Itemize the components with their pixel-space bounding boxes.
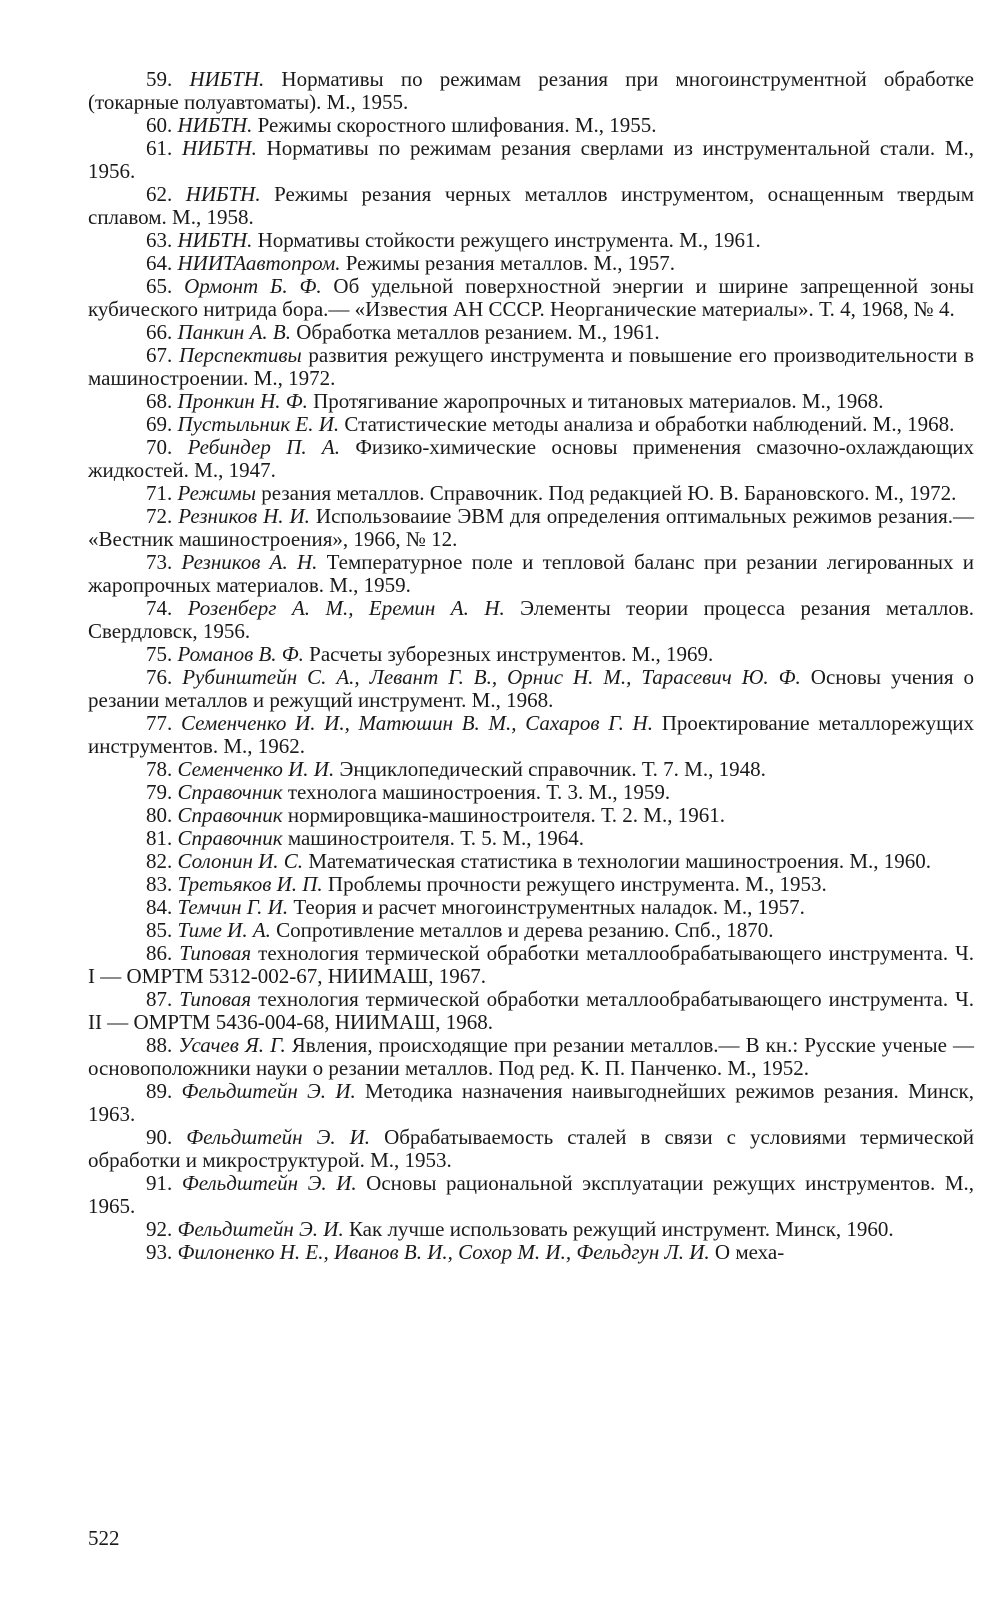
reference-entry (88, 666, 974, 712)
reference-entry (88, 643, 974, 666)
reference-entry (88, 482, 974, 505)
reference-number: 92. (146, 1217, 178, 1241)
reference-entry (88, 1034, 974, 1080)
reference-number: 75. (146, 642, 178, 666)
reference-author: НИИТАавтопром. (177, 251, 341, 275)
reference-text: машиностроителя. Т. 5. М., 1964. (282, 826, 584, 850)
reference-entry (88, 229, 974, 252)
reference-author: Справочник (177, 780, 283, 804)
reference-entry (88, 344, 974, 390)
reference-text: технолога машиностроения. Т. 3. М., 1959. (282, 780, 671, 804)
reference-number: 66. (146, 320, 178, 344)
reference-entry (88, 988, 974, 1034)
reference-text: технология термической обработки металлообрабатывающего инструмента. Ч. II — ОМРТМ 5436-004-68, НИИМАШ, 1968. (88, 987, 974, 1034)
reference-author: НИБТН. (177, 113, 253, 137)
reference-text: Об удельной поверхностной энергии и ширине запрещенной зоны кубического нитрида бора.— «Известия АН СССР. Неорганические материалы». Т. 4, 1968, № 4. (88, 274, 975, 321)
reference-entry (88, 505, 974, 551)
reference-entry (88, 275, 974, 321)
reference-author: Справочник (177, 803, 283, 827)
reference-text: Энциклопедический справочник. Т. 7. М., 1948. (334, 757, 766, 781)
reference-author: Филоненко Н. Е., Иванов В. И., Сохор М. И., Фельдгун Л. И. (177, 1240, 710, 1264)
reference-text: О меха- (709, 1240, 785, 1264)
reference-entry (88, 252, 974, 275)
reference-author: Тиме И. А. (177, 918, 271, 942)
reference-entry (88, 919, 974, 942)
reference-author: Ормонт Б. Ф. (184, 274, 322, 298)
reference-number: 81. (146, 826, 178, 850)
reference-text: Протягивание жаропрочных и титановых материалов. М., 1968. (307, 389, 884, 413)
reference-entry (88, 804, 974, 827)
reference-entry (88, 942, 974, 988)
reference-number: 78. (146, 757, 178, 781)
reference-author: Перспективы (178, 343, 302, 367)
reference-author: Типовая (179, 941, 252, 965)
reference-entry (88, 183, 974, 229)
reference-entry (88, 137, 974, 183)
reference-entry (88, 850, 974, 873)
reference-entry (88, 712, 974, 758)
reference-text: нормировщика-машиностроителя. Т. 2. М., 1961. (282, 803, 725, 827)
reference-author: Романов В. Ф. (177, 642, 304, 666)
reference-number: 82. (146, 849, 178, 873)
reference-text: Математическая статистика в технологии машиностроения. М., 1960. (303, 849, 932, 873)
reference-author: НИБТН. (189, 67, 265, 91)
reference-author: Типовая (179, 987, 252, 1011)
reference-entry (88, 827, 974, 850)
reference-text: Явления, происходящие при резании металлов.— В кн.: Русские ученые — основоположники науки о резании металлов. Под ред. К. П. Панченко. М., 1952. (88, 1033, 975, 1080)
reference-text: Нормативы стойкости режущего инструмента. М., 1961. (252, 228, 761, 252)
reference-text: Режимы резания металлов. М., 1957. (340, 251, 676, 275)
reference-author: Семенченко И. И. (177, 757, 335, 781)
reference-entry (88, 1241, 974, 1264)
reference-entry (88, 413, 974, 436)
reference-author: Розенберг А. М., Еремин А. Н. (187, 596, 505, 620)
reference-author: Рубинштейн С. А., Левант Г. В., Орнис Н. М., Тарасевич Ю. Ф. (182, 665, 801, 689)
reference-entry (88, 758, 974, 781)
reference-author: Панкин А. В. (177, 320, 291, 344)
reference-number: 74. (146, 596, 188, 620)
reference-author: Пустыльник Е. И. (177, 412, 340, 436)
reference-text: Теория и расчет многоинструментных наладок. М., 1957. (288, 895, 805, 919)
reference-author: Солонин И. С. (177, 849, 304, 873)
reference-number: 67. (146, 343, 179, 367)
reference-author: НИБТН. (185, 182, 261, 206)
reference-text: Нормативы по режимам резания сверлами из инструментальной стали. М., 1956. (88, 136, 974, 183)
reference-number: 73. (146, 550, 182, 574)
reference-text: Обработка металлов резанием. М., 1961. (290, 320, 660, 344)
reference-entry (88, 781, 974, 804)
reference-number: 60. (146, 113, 178, 137)
reference-author: Ребиндер П. А. (187, 435, 340, 459)
reference-entry (88, 896, 974, 919)
reference-entry (88, 1126, 974, 1172)
reference-entry (88, 873, 974, 896)
reference-entry (88, 114, 974, 137)
reference-text: Нормативы по режимам резания при многоинструментной обработке (токарные полуавтоматы). М., 1955. (88, 67, 975, 114)
reference-number: 59. (146, 67, 190, 91)
reference-author: Резников Н. И. (178, 504, 310, 528)
reference-author: Справочник (177, 826, 283, 850)
reference-text: Элементы теории процесса резания металлов. Свердловск, 1956. (88, 596, 974, 643)
reference-text: Режимы скоростного шлифования. М., 1955. (252, 113, 657, 137)
reference-text: Физико-химические основы применения смазочно-охлаждающих жидкостей. М., 1947. (88, 435, 974, 482)
reference-entry (88, 390, 974, 413)
reference-text: Как лучше использовать режущий инструмент. Минск, 1960. (343, 1217, 894, 1241)
reference-entry (88, 1080, 974, 1126)
reference-number: 72. (146, 504, 179, 528)
reference-number: 70. (146, 435, 188, 459)
reference-text: Проектирование металлорежущих инструментов. М., 1962. (88, 711, 974, 758)
reference-number: 63. (146, 228, 178, 252)
reference-number: 85. (146, 918, 178, 942)
reference-text: Статистические методы анализа и обработки наблюдений. М., 1968. (339, 412, 955, 436)
reference-number: 80. (146, 803, 178, 827)
reference-number: 61. (146, 136, 182, 160)
reference-number: 64. (146, 251, 178, 275)
reference-text: Основы учения о резании металлов и режущий инструмент. М., 1968. (88, 665, 974, 712)
reference-number: 62. (146, 182, 186, 206)
reference-number: 84. (146, 895, 178, 919)
reference-author: Режимы (177, 481, 257, 505)
reference-author: Фельдштейн Э. И. (177, 1217, 344, 1241)
reference-entry (88, 1218, 974, 1241)
reference-author: Резников А. Н. (181, 550, 318, 574)
reference-author: Темчин Г. И. (177, 895, 289, 919)
reference-text: развития режущего инструмента и повышение его производительности в машиностроении. М., 1972. (88, 343, 975, 390)
reference-number: 65. (146, 274, 185, 298)
reference-author: НИБТН. (177, 228, 253, 252)
reference-text: Обрабатываемость сталей в связи с условиями термической обработки и микроструктурой. М., 1953. (88, 1125, 974, 1172)
reference-entry (88, 436, 974, 482)
reference-number: 87. (146, 987, 180, 1011)
reference-number: 86. (146, 941, 180, 965)
reference-author: Фельдштейн Э. И. (181, 1079, 356, 1103)
reference-number: 69. (146, 412, 178, 436)
reference-entry (88, 551, 974, 597)
reference-text: технология термической обработки металлообрабатывающего инструмента. Ч. I — ОМРТМ 5312-002-67, НИИМАШ, 1967. (88, 941, 974, 988)
reference-number: 83. (146, 872, 178, 896)
reference-number: 91. (146, 1171, 182, 1195)
reference-text: Расчеты зуборезных инструментов. М., 1969. (303, 642, 714, 666)
reference-author: Семенченко И. И., Матюшин В. М., Сахаров Г. Н. (180, 711, 653, 735)
reference-number: 77. (146, 711, 181, 735)
reference-text: Проблемы прочности режущего инструмента. М., 1953. (322, 872, 827, 896)
reference-text: Режимы резания черных металлов инструментом, оснащенным твердым сплавом. М., 1958. (88, 182, 974, 229)
reference-number: 89. (146, 1079, 182, 1103)
reference-author: Пронкин Н. Ф. (177, 389, 308, 413)
reference-text: резания металлов. Справочник. Под редакцией Ю. В. Барановского. М., 1972. (256, 481, 957, 505)
reference-number: 76. (146, 665, 183, 689)
reference-text: Основы рациональной эксплуатации режущих инструментов. М., 1965. (88, 1171, 974, 1218)
reference-entry (88, 597, 974, 643)
reference-author: Третьяков И. П. (177, 872, 323, 896)
reference-list (88, 68, 974, 1264)
reference-entry (88, 68, 974, 114)
reference-text: Методика назначения наивыгоднейших режимов резания. Минск, 1963. (88, 1079, 974, 1126)
reference-text: Температурное поле и тепловой баланс при резании легированных и жаропрочных материалов. М., 1959. (88, 550, 974, 597)
reference-text: Использоваиие ЭВМ для определения оптимальных режимов резания.— «Вестник машиностроения», 1966, № 12. (88, 504, 974, 551)
reference-text: Сопротивление металлов и дерева резанию. Спб., 1870. (270, 918, 774, 942)
reference-entry (88, 1172, 974, 1218)
reference-number: 68. (146, 389, 178, 413)
reference-entry (88, 321, 974, 344)
reference-author: Фельдштейн Э. И. (186, 1125, 371, 1149)
reference-number: 88. (146, 1033, 179, 1057)
reference-author: НИБТН. (182, 136, 257, 160)
reference-number: 71. (146, 481, 178, 505)
reference-author: Усачев Я. Г. (178, 1033, 286, 1057)
page-number: 522 (88, 1526, 120, 1550)
reference-number: 79. (146, 780, 178, 804)
reference-author: Фельдштейн Э. И. (181, 1171, 357, 1195)
reference-number: 93. (146, 1240, 178, 1264)
reference-number: 90. (146, 1125, 187, 1149)
